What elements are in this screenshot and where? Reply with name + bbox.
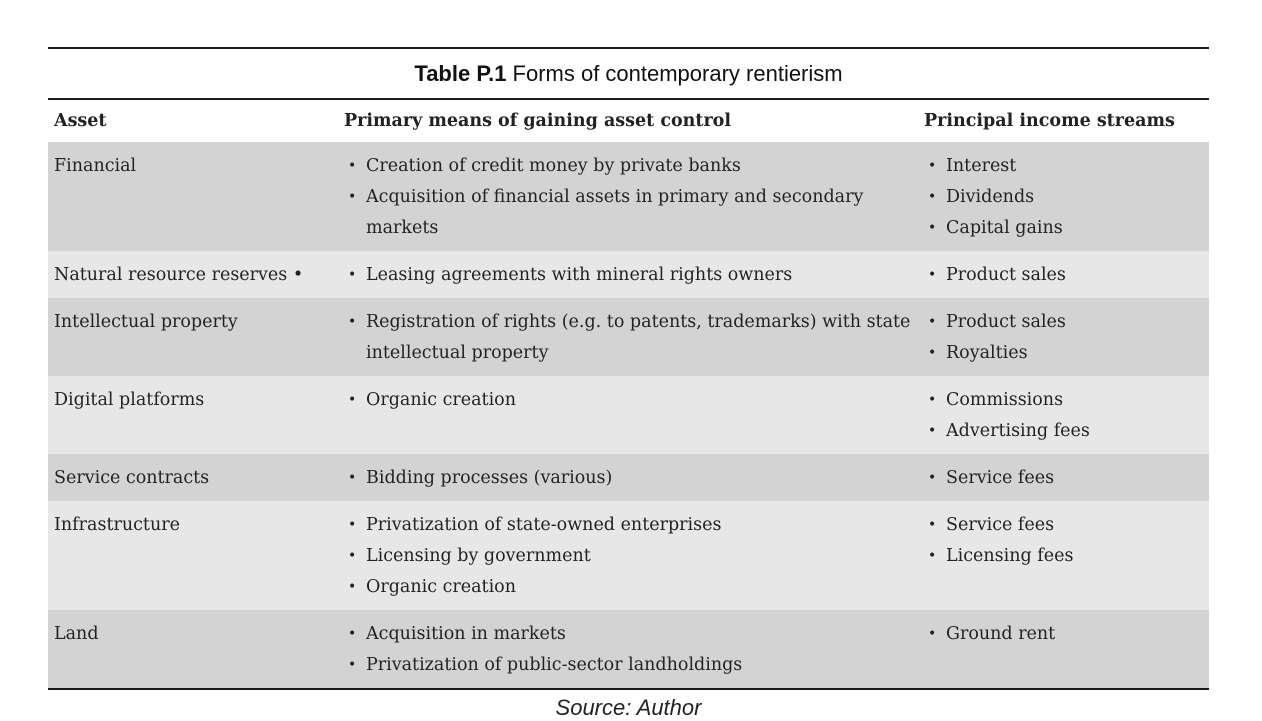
income-item: • Service fees xyxy=(924,463,1209,494)
means-item: • Organic creation xyxy=(344,572,918,603)
means-item: • Privatization of state-owned enterprises xyxy=(344,510,918,541)
means-item: • Bidding processes (various) xyxy=(344,463,918,494)
header-means: Primary means of gaining asset control xyxy=(344,111,731,131)
income-list xyxy=(924,463,1209,494)
table-body xyxy=(48,142,1209,688)
header-row xyxy=(48,100,1209,142)
means-cell xyxy=(338,610,918,688)
income-list xyxy=(924,385,1209,447)
means-item: • Creation of credit money by private banks xyxy=(344,151,918,182)
income-item: • Capital gains xyxy=(924,213,1209,244)
means-cell xyxy=(338,298,918,376)
income-cell xyxy=(918,298,1209,376)
income-cell xyxy=(918,610,1209,688)
means-list xyxy=(344,385,918,416)
means-cell xyxy=(338,376,918,454)
income-list xyxy=(924,619,1209,650)
table-row xyxy=(48,142,1209,251)
table-row xyxy=(48,610,1209,688)
rentierism-table xyxy=(48,100,1209,688)
asset-cell: Land xyxy=(48,610,338,688)
means-list xyxy=(344,510,918,603)
asset-cell: Intellectual property xyxy=(48,298,338,376)
income-list xyxy=(924,510,1209,572)
means-list xyxy=(344,463,918,494)
income-item: • Commissions xyxy=(924,385,1209,416)
income-cell xyxy=(918,251,1209,298)
income-item: • Product sales xyxy=(924,307,1209,338)
means-item: • Acquisition of financial assets in primary and secondary markets xyxy=(344,182,918,244)
income-cell xyxy=(918,376,1209,454)
asset-cell: Digital platforms xyxy=(48,376,338,454)
means-item: • Acquisition in markets xyxy=(344,619,918,650)
means-cell xyxy=(338,454,918,501)
means-list xyxy=(344,307,918,369)
income-item: • Product sales xyxy=(924,260,1209,291)
means-cell xyxy=(338,251,918,298)
income-item: • Royalties xyxy=(924,338,1209,369)
means-item: • Registration of rights (e.g. to patents, trademarks) with state intellectual property xyxy=(344,307,918,369)
source-note: Source: Author xyxy=(555,695,702,720)
asset-cell: Natural resource reserves • xyxy=(48,251,338,298)
income-list xyxy=(924,260,1209,291)
header-income: Principal income streams xyxy=(924,111,1175,131)
caption-label: Table P.1 xyxy=(414,60,507,86)
means-list xyxy=(344,619,918,681)
means-list xyxy=(344,151,918,244)
means-cell xyxy=(338,501,918,610)
income-item: • Dividends xyxy=(924,182,1209,213)
income-cell xyxy=(918,454,1209,501)
table-row xyxy=(48,298,1209,376)
bottom-rule xyxy=(48,688,1209,690)
income-item: • Advertising fees xyxy=(924,416,1209,447)
table-row xyxy=(48,251,1209,298)
income-item: • Ground rent xyxy=(924,619,1209,650)
means-item: • Organic creation xyxy=(344,385,918,416)
table-row xyxy=(48,454,1209,501)
caption-title: Forms of contemporary rentierism xyxy=(512,60,843,86)
asset-cell: Financial xyxy=(48,142,338,251)
means-item: • Licensing by government xyxy=(344,541,918,572)
income-item: • Service fees xyxy=(924,510,1209,541)
table-figure xyxy=(48,47,1209,721)
income-list xyxy=(924,307,1209,369)
asset-cell: Service contracts xyxy=(48,454,338,501)
header-asset: Asset xyxy=(54,111,107,131)
income-item: • Interest xyxy=(924,151,1209,182)
table-row xyxy=(48,501,1209,610)
means-item: • Leasing agreements with mineral rights owners xyxy=(344,260,918,291)
income-item: • Licensing fees xyxy=(924,541,1209,572)
income-cell xyxy=(918,142,1209,251)
means-list xyxy=(344,260,918,291)
asset-cell: Infrastructure xyxy=(48,501,338,610)
income-cell xyxy=(918,501,1209,610)
table-row xyxy=(48,376,1209,454)
means-cell xyxy=(338,142,918,251)
income-list xyxy=(924,151,1209,244)
means-item: • Privatization of public-sector landholdings xyxy=(344,650,918,681)
table-caption xyxy=(48,49,1209,98)
